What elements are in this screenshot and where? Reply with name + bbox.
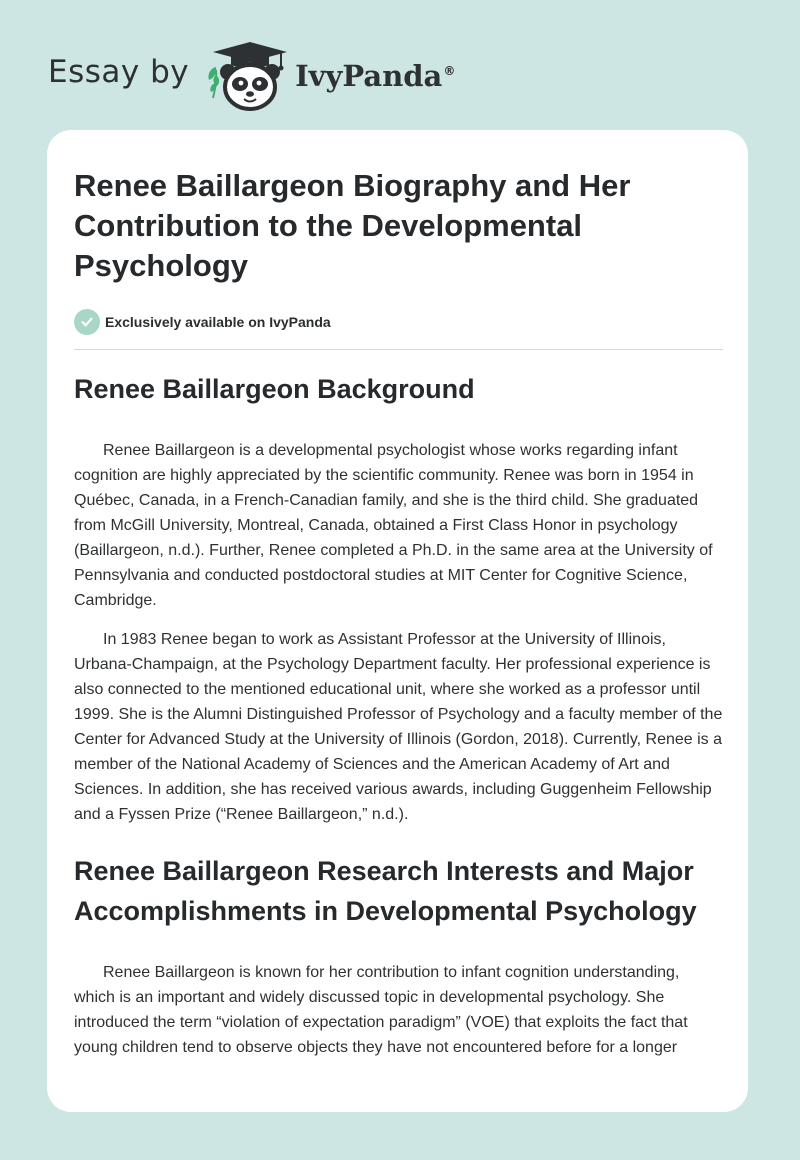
title-divider — [74, 349, 723, 350]
paragraph: Renee Baillargeon is known for her contribution to infant cognition understanding, which is an important and widely discussed topic in developmental psychology. She introduced the term “violation of expectation paradigm” (VOE) that exploits the fact that young children tend to observe objects they have not encountered before for a longer — [74, 964, 688, 1056]
article-card — [47, 130, 748, 1112]
exclusive-badge — [74, 309, 724, 335]
brand-prefix: Essay by — [48, 54, 190, 90]
exclusive-badge-text: Exclusively available on IvyPanda — [105, 314, 331, 330]
brand-name[interactable]: IvyPanda® — [295, 59, 456, 93]
paragraph: Renee Baillargeon is a developmental psychologist whose works regarding infant cognition are highly appreciated by the scientific community. Renee was born in 1954 in Québec, Canada, in a French-Canadian family, and she is the third child. She graduated from McGill University, Montreal, Canada, obtained a First Class Honor in psychology (Baillargeon, n.d.). Further, Renee completed a Ph.D. in the same area at the University of Pennsylvania and conducted postdoctoral studies at MIT Center for Cognitive Science, Cambridge. — [74, 442, 713, 609]
check-circle-icon — [74, 309, 100, 335]
registered-mark: ® — [443, 64, 456, 79]
panda-logo-icon[interactable] — [203, 34, 293, 114]
site-header — [48, 34, 455, 114]
article-content — [74, 166, 724, 1060]
section-heading-research: Renee Baillargeon Research Interests and Major Accomplishments in Developmental Psychology — [74, 856, 697, 926]
section-heading-background: Renee Baillargeon Background — [74, 374, 475, 404]
paragraph: In 1983 Renee began to work as Assistant Professor at the University of Illinois, Urbana-Champaign, at the Psychology Department faculty. Her professional experience is also connected to the mentioned educational unit, where she worked as a professor until 1999. She is the Alumni Distinguished Professor of Psychology and a faculty member of the Center for Advanced Study at the University of Illinois (Gordon, 2018). Currently, Renee is a member of the National Academy of Sciences and the American Academy of Art and Sciences. In addition, she has received various awards, including Guggenheim Fellowship and a Fyssen Prize (“Renee Baillargeon,” n.d.). — [74, 631, 723, 823]
article-title: Renee Baillargeon Biography and Her Contribution to the Developmental Psychology — [74, 168, 631, 283]
